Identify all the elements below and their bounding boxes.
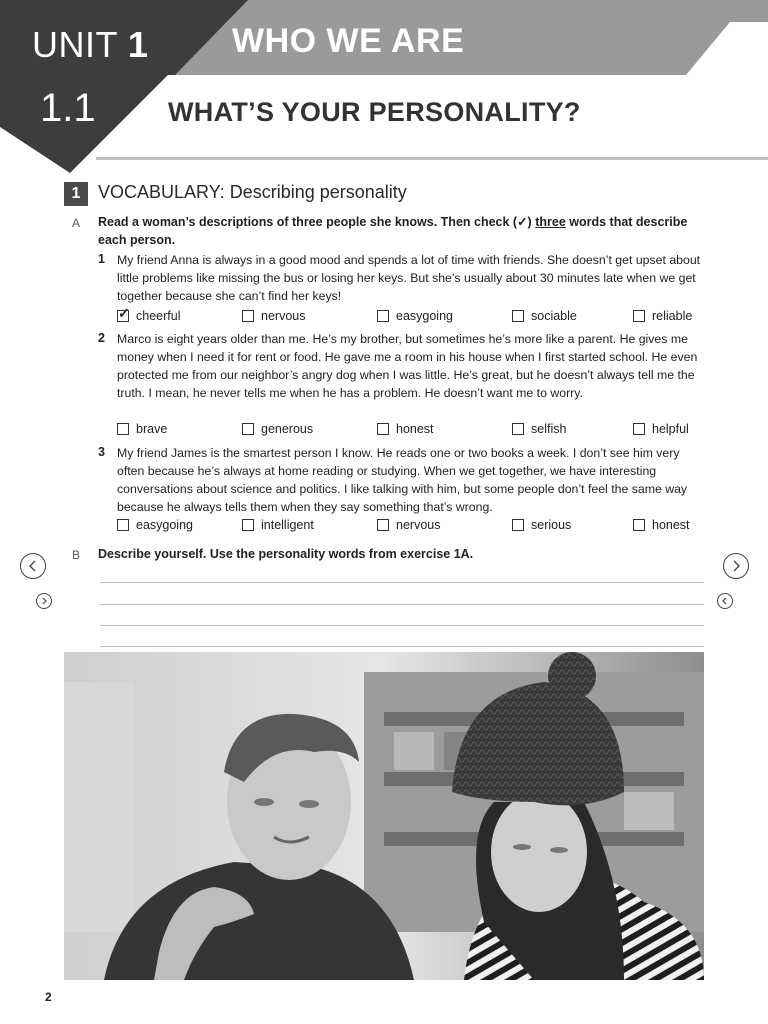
checkbox[interactable] xyxy=(242,310,254,322)
checkmark-icon: ✓ xyxy=(118,305,130,321)
instruction-text: words that describe each person. xyxy=(98,215,688,247)
students-photo xyxy=(64,652,704,980)
option-label: helpful xyxy=(652,422,689,436)
option-checkbox[interactable] xyxy=(117,518,193,532)
chevron-right-icon xyxy=(40,597,48,605)
next-page-button[interactable] xyxy=(723,553,749,579)
option-checkbox[interactable] xyxy=(512,422,566,436)
chevron-left-icon xyxy=(721,597,729,605)
item-number: 2 xyxy=(98,331,105,345)
unit-label xyxy=(32,24,148,66)
checkbox[interactable] xyxy=(117,305,130,322)
option-checkbox[interactable] xyxy=(512,309,577,323)
option-checkbox[interactable] xyxy=(377,309,453,323)
page-number: 2 xyxy=(45,990,52,1004)
chevron-left-icon xyxy=(27,560,39,572)
checkbox[interactable] xyxy=(633,423,645,435)
option-checkbox[interactable] xyxy=(633,422,689,436)
checkbox[interactable] xyxy=(242,519,254,531)
writing-line[interactable] xyxy=(100,604,704,605)
checkbox[interactable] xyxy=(117,423,129,435)
option-checkbox[interactable] xyxy=(633,309,692,323)
option-checkbox[interactable] xyxy=(242,518,314,532)
option-checkbox[interactable] xyxy=(377,422,434,436)
option-checkbox[interactable] xyxy=(117,305,181,323)
checkbox[interactable] xyxy=(512,519,524,531)
checkbox[interactable] xyxy=(377,310,389,322)
option-label: reliable xyxy=(652,309,693,323)
unit-word: UNIT xyxy=(32,24,118,65)
section-number: 1 xyxy=(64,182,88,206)
writing-line[interactable] xyxy=(100,582,704,583)
lesson-divider xyxy=(96,157,768,160)
option-label: serious xyxy=(531,518,572,532)
option-label: easygoing xyxy=(396,309,453,323)
checkbox[interactable] xyxy=(377,519,389,531)
exercise-b-instruction: Describe yourself. Use the personality words from exercise 1A. xyxy=(98,547,474,561)
checkbox[interactable] xyxy=(377,423,389,435)
option-checkbox[interactable] xyxy=(512,518,571,532)
option-label: easygoing xyxy=(136,518,193,532)
chevron-right-icon xyxy=(730,560,742,572)
option-label: honest xyxy=(652,518,690,532)
exercise-b-label: B xyxy=(72,548,81,562)
option-label: intelligent xyxy=(261,518,314,532)
checkbox[interactable] xyxy=(242,423,254,435)
checkbox[interactable] xyxy=(117,519,129,531)
option-label: honest xyxy=(396,422,434,436)
option-checkbox[interactable] xyxy=(633,518,690,532)
item-text: My friend James is the smartest person I know. He reads one or two books a week. I don’t see him very often because he’s always at home reading or studying. When we get together, we have interesting conversations about science and politics. I like talking with him, but some people don’t feel the same way because he always tells them when they say something that’s wrong. xyxy=(117,446,688,514)
instruction-emphasis: three xyxy=(535,215,566,229)
section-title: VOCABULARY: Describing personality xyxy=(98,182,407,202)
item-text: My friend Anna is always in a good mood and spends a lot of time with friends. She doesn’t get upset about little problems like missing the bus or losing her keys. But she’s usually about 30 minutes late when we get together because she can’t find her keys! xyxy=(117,253,701,303)
checkbox[interactable] xyxy=(512,310,524,322)
lesson-title: WHAT’S YOUR PERSONALITY? xyxy=(168,97,581,127)
unit-number: 1 xyxy=(127,24,149,65)
option-label: nervous xyxy=(261,309,306,323)
option-label: selfish xyxy=(531,422,567,436)
checkbox[interactable] xyxy=(633,519,645,531)
exercise-a-label: A xyxy=(72,216,81,230)
writing-line[interactable] xyxy=(100,625,704,626)
option-label: nervous xyxy=(396,518,441,532)
option-checkbox[interactable] xyxy=(377,518,440,532)
lesson-number: 1.1 xyxy=(40,86,96,130)
checkbox[interactable] xyxy=(512,423,524,435)
exercise-a-instruction xyxy=(98,213,706,249)
option-checkbox[interactable] xyxy=(242,309,305,323)
checkbox[interactable] xyxy=(633,310,645,322)
option-label: cheerful xyxy=(136,309,181,323)
item-text: Marco is eight years older than me. He’s my brother, but sometimes he’s more like a parent. He gives me money when I need it for rent or food. He gave me a room in his house when I first started school. He even protected me from our neighbor’s angry dog when I was little. He’s great, but he doesn’t always tell me the truth. I mean, he never tells me when he has a problem. He doesn’t want me to worry. xyxy=(117,332,698,400)
option-label: brave xyxy=(136,422,168,436)
instruction-text: Read a woman’s descriptions of three people she knows. Then check (✓) xyxy=(98,215,536,229)
small-back-button[interactable] xyxy=(717,593,733,609)
option-checkbox[interactable] xyxy=(117,422,167,436)
unit-title: WHO WE ARE xyxy=(232,22,465,60)
option-checkbox[interactable] xyxy=(242,422,313,436)
item-number: 3 xyxy=(98,445,105,459)
prev-page-button[interactable] xyxy=(20,553,46,579)
writing-line[interactable] xyxy=(100,646,704,647)
option-label: sociable xyxy=(531,309,577,323)
small-forward-button[interactable] xyxy=(36,593,52,609)
item-number: 1 xyxy=(98,252,105,266)
option-label: generous xyxy=(261,422,314,436)
